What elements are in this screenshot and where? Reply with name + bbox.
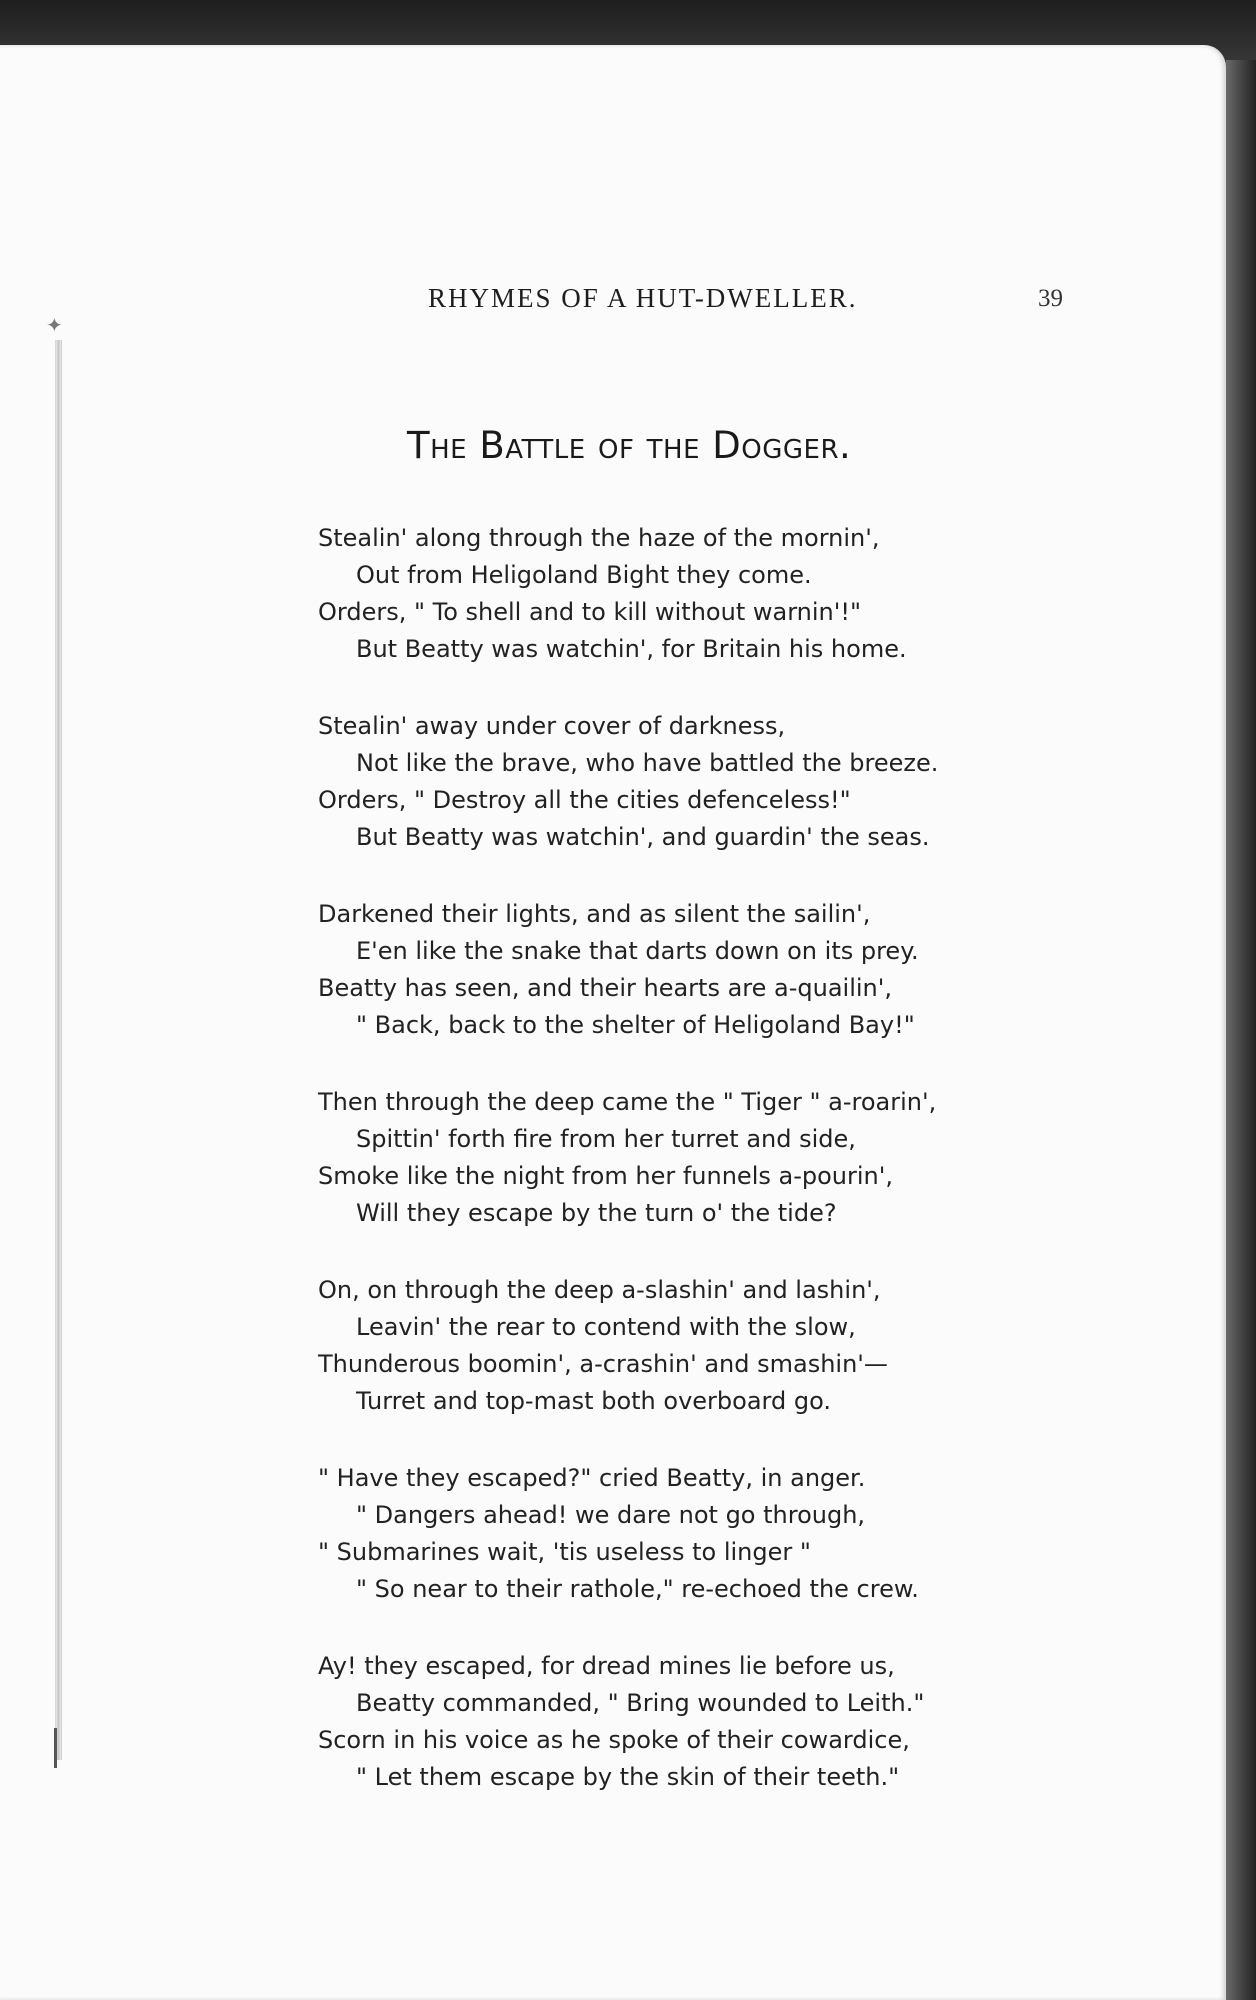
poem-line: E'en like the snake that darts down on its prey. — [356, 937, 919, 965]
poem-line: Spittin' forth fire from her turret and side, — [356, 1125, 856, 1153]
poem-line: " Submarines wait, 'tis useless to linger " — [318, 1538, 811, 1566]
poem-line: " So near to their rathole," re-echoed the crew. — [356, 1575, 919, 1603]
poem-body — [318, 520, 1038, 1836]
poem-line: Beatty commanded, " Bring wounded to Leith." — [356, 1689, 925, 1717]
stanza — [318, 520, 1038, 668]
poem-line: Beatty has seen, and their hearts are a-quailin', — [318, 974, 892, 1002]
poem-line: Thunderous boomin', a-crashin' and smashin'— — [318, 1350, 888, 1378]
stanza — [318, 1460, 1038, 1608]
poem-title: The Battle of the Dogger. — [407, 424, 852, 467]
binding-end-mark — [54, 1728, 57, 1768]
poem-line: Turret and top-mast both overboard go. — [356, 1387, 831, 1415]
poem-line: Leavin' the rear to contend with the slow, — [356, 1313, 856, 1341]
poem-line: " Have they escaped?" cried Beatty, in anger. — [318, 1464, 866, 1492]
stanza — [318, 896, 1038, 1044]
stanza — [318, 708, 1038, 856]
stanza — [318, 1272, 1038, 1420]
poem-line: " Let them escape by the skin of their teeth." — [356, 1763, 900, 1791]
stanza — [318, 1084, 1038, 1232]
poem-line: Ay! they escaped, for dread mines lie before us, — [318, 1652, 895, 1680]
poem-line: Orders, " To shell and to kill without warnin'!" — [318, 598, 861, 626]
binding-line — [55, 340, 62, 1760]
poem-line: Will they escape by the turn o' the tide? — [356, 1199, 837, 1227]
poem-line: Stealin' away under cover of darkness, — [318, 712, 786, 740]
poem-line: Stealin' along through the haze of the mornin', — [318, 524, 880, 552]
poem-line: " Dangers ahead! we dare not go through, — [356, 1501, 866, 1529]
poem-line: On, on through the deep a-slashin' and lashin', — [318, 1276, 881, 1304]
running-head-title: RHYMES OF A HUT-DWELLER. — [428, 283, 858, 313]
stanza — [318, 1648, 1038, 1796]
poem-line: Orders, " Destroy all the cities defenceless!" — [318, 786, 851, 814]
binding-mark-icon: ✦ — [46, 313, 63, 337]
poem-line: But Beatty was watchin', for Britain his home. — [356, 635, 907, 663]
poem-line: Out from Heligoland Bight they come. — [356, 561, 812, 589]
poem-line: Then through the deep came the " Tiger " a-roarin', — [318, 1088, 937, 1116]
poem-line: Not like the brave, who have battled the breeze. — [356, 749, 939, 777]
poem-line: " Back, back to the shelter of Heligoland Bay!" — [356, 1011, 915, 1039]
page-edge-shadow — [1226, 60, 1256, 2000]
page-number: 39 — [1038, 285, 1063, 312]
poem-line: Scorn in his voice as he spoke of their cowardice, — [318, 1726, 910, 1754]
poem-line: But Beatty was watchin', and guardin' the seas. — [356, 823, 930, 851]
poem-line: Smoke like the night from her funnels a-pourin', — [318, 1162, 893, 1190]
poem-line: Darkened their lights, and as silent the sailin', — [318, 900, 871, 928]
